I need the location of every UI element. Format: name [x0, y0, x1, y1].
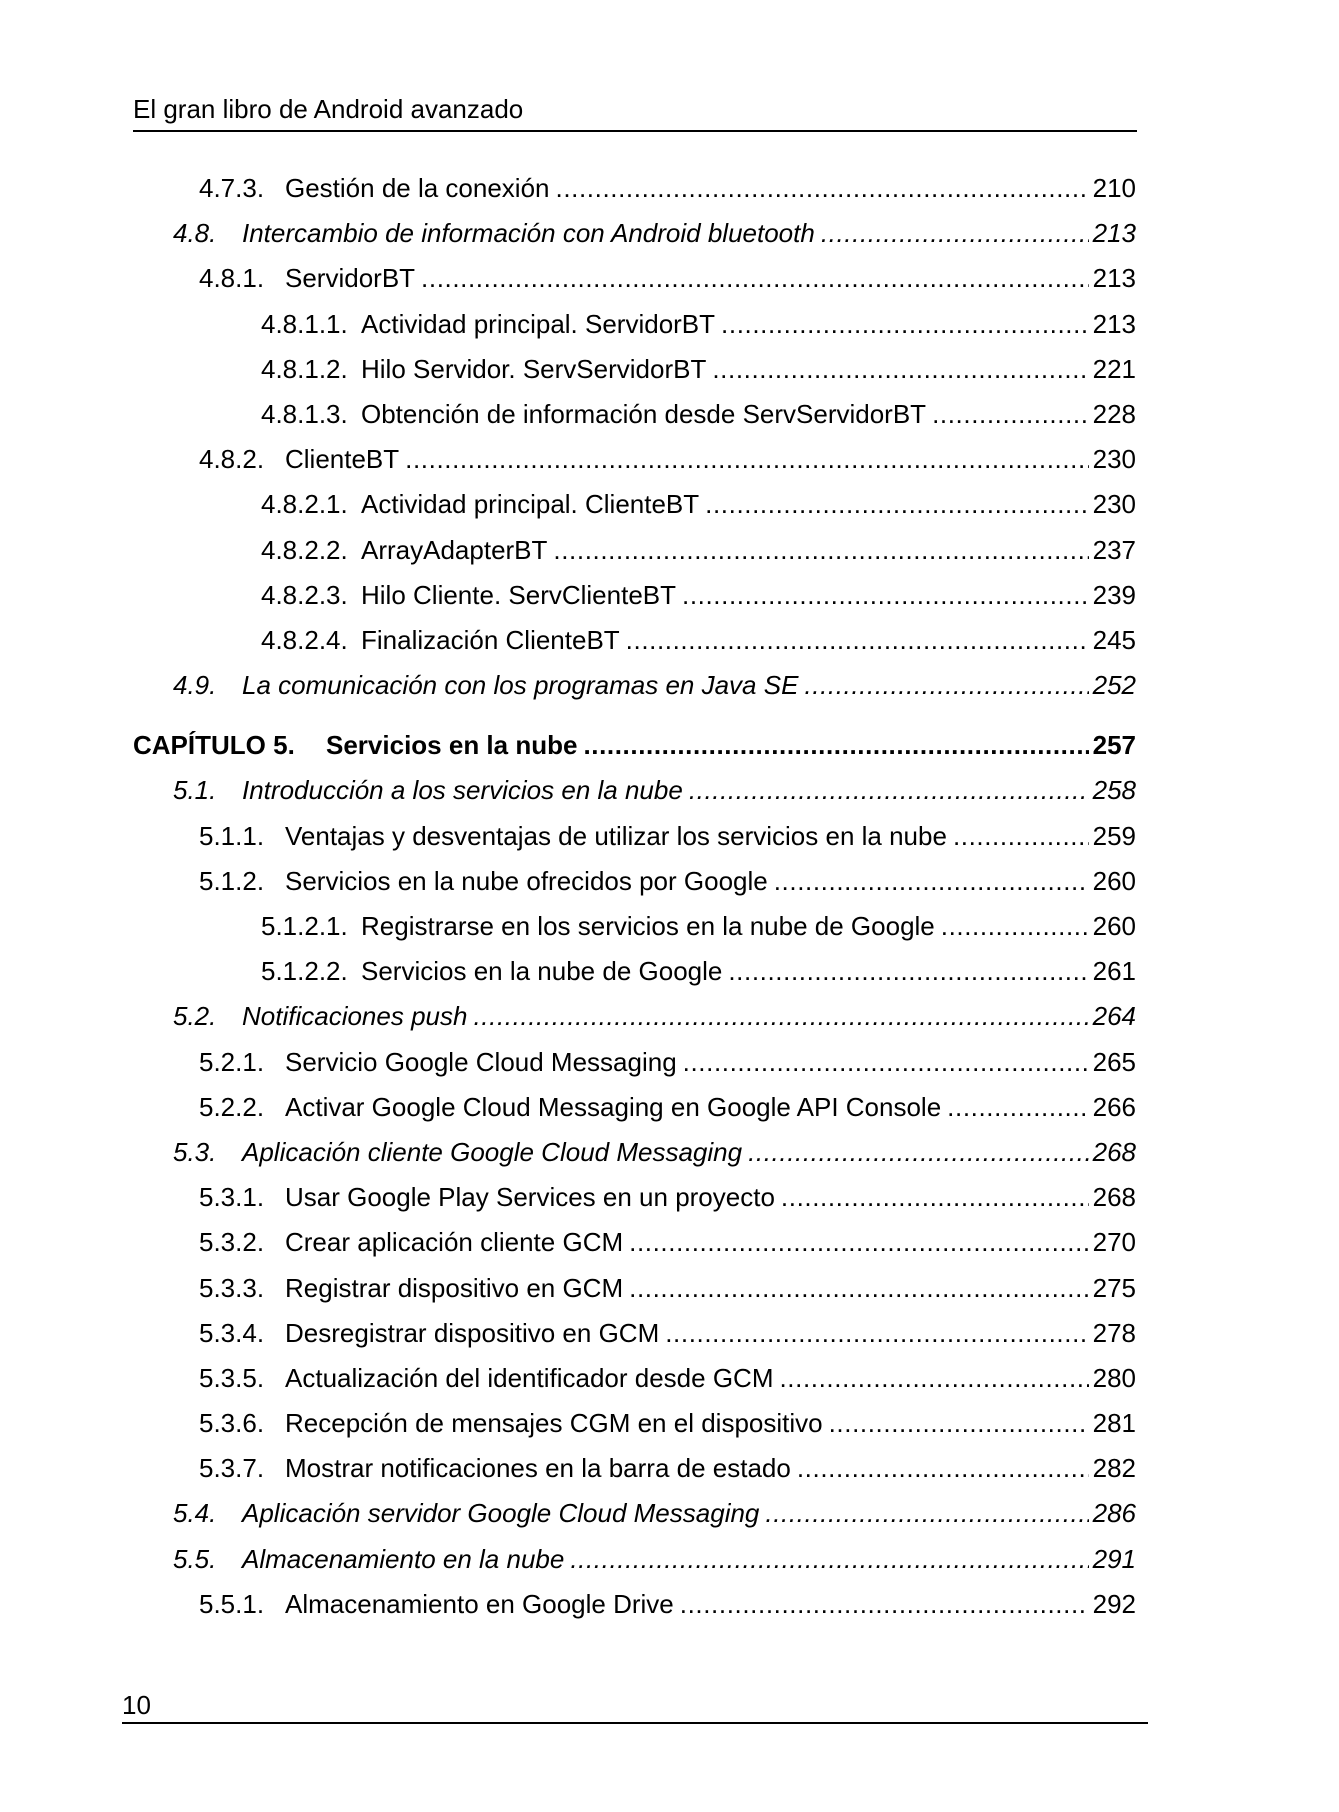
dot-leader — [683, 1040, 1089, 1085]
toc-entry-title: Finalización ClienteBT — [361, 624, 620, 655]
toc-entry — [133, 949, 1136, 994]
toc-entry-page: 257 — [1092, 730, 1136, 761]
toc-entry — [133, 256, 1136, 301]
toc-entry-number: 4.8.2.3. — [261, 579, 348, 610]
toc-entry-title: Ventajas y desventajas de utilizar los servicios en la nube — [285, 820, 947, 851]
dot-leader — [421, 256, 1089, 301]
toc-entry-number: 4.8.2. — [199, 444, 265, 475]
dot-leader — [665, 1311, 1088, 1356]
toc-entry — [133, 814, 1136, 859]
toc-entry-title: Obtención de información desde ServServidorBT — [361, 398, 927, 429]
toc-entry-page: 230 — [1092, 489, 1136, 520]
toc-entry-title: ClienteBT — [285, 444, 400, 475]
toc-entry-page: 265 — [1092, 1046, 1136, 1077]
toc-entry-title: Almacenamiento en la nube — [242, 1543, 565, 1574]
dot-leader — [405, 437, 1088, 482]
toc-entry-number: 5.3.2. — [199, 1227, 265, 1258]
toc-entry — [133, 1175, 1136, 1220]
toc-entry-title: Actividad principal. ClienteBT — [361, 489, 700, 520]
dot-leader — [629, 1266, 1088, 1311]
toc-entry-page: 286 — [1092, 1498, 1136, 1529]
toc-entry-page: 230 — [1092, 444, 1136, 475]
toc-entry-page: 268 — [1092, 1136, 1136, 1167]
toc-entry-title: Introducción a los servicios en la nube — [242, 775, 683, 806]
toc-entry-title: Usar Google Play Services en un proyecto — [285, 1182, 775, 1213]
toc-entry-title: Almacenamiento en Google Drive — [285, 1588, 674, 1619]
toc-entry-page: 266 — [1092, 1091, 1136, 1122]
toc-entry-number: 4.9. — [173, 670, 217, 701]
toc-entry-page: 228 — [1092, 398, 1136, 429]
dot-leader — [779, 1356, 1088, 1401]
toc-entry-number: 5.1.2. — [199, 865, 265, 896]
toc-entry-page: 252 — [1092, 670, 1136, 701]
toc-entry-number: 5.1. — [173, 775, 217, 806]
toc-entry-number: 5.1.1. — [199, 820, 265, 851]
toc-entry-title: Servicios en la nube de Google — [361, 956, 723, 987]
toc-entry — [133, 528, 1136, 573]
dot-leader — [583, 723, 1088, 768]
toc-entry-page: 245 — [1092, 624, 1136, 655]
toc-entry-title: Mostrar notificaciones en la barra de estado — [285, 1453, 791, 1484]
toc-entry-title: Intercambio de información con Android bluetooth — [242, 218, 815, 249]
toc-entry — [133, 166, 1136, 211]
toc-entry-number: 5.3.4. — [199, 1317, 265, 1348]
dot-leader — [626, 618, 1089, 663]
toc-entry-title: Crear aplicación cliente GCM — [285, 1227, 624, 1258]
toc-entry-page: 282 — [1092, 1453, 1136, 1484]
dot-leader — [748, 1130, 1089, 1175]
toc-entry-number: 5.2.2. — [199, 1091, 265, 1122]
dot-leader — [556, 166, 1089, 211]
toc-entry-page: 221 — [1092, 353, 1136, 384]
toc-entry-title: Notificaciones push — [242, 1001, 468, 1032]
toc-entry-title: ServidorBT — [285, 263, 416, 294]
toc-entry-title: Actividad principal. ServidorBT — [361, 308, 716, 339]
toc-entry-number: 4.8.2.4. — [261, 624, 348, 655]
toc-entry — [133, 1085, 1136, 1130]
toc-entry-title: Hilo Cliente. ServClienteBT — [361, 579, 677, 610]
toc-entry-page: 260 — [1092, 911, 1136, 941]
toc-entry — [133, 347, 1136, 392]
toc-entry-number: 4.8.1. — [199, 263, 265, 294]
footer-rule — [122, 1722, 1148, 1724]
toc-entry — [133, 1220, 1136, 1265]
toc-entry — [133, 302, 1136, 347]
toc-entry — [133, 392, 1136, 437]
dot-leader — [829, 1401, 1089, 1446]
toc-entry — [133, 1356, 1136, 1401]
dot-leader — [682, 573, 1089, 618]
toc-entry-title: Servicio Google Cloud Messaging — [285, 1046, 677, 1077]
toc-entry — [133, 1537, 1136, 1582]
toc-entry-page: 280 — [1092, 1362, 1136, 1393]
running-header — [133, 94, 1137, 132]
toc-entry-number: 5.2. — [173, 1001, 217, 1032]
toc-entry — [133, 618, 1136, 663]
toc-entry-title: Aplicación servidor Google Cloud Messaging — [242, 1498, 760, 1529]
toc-entry — [133, 1130, 1136, 1175]
toc-entry-number: CAPÍTULO 5. — [133, 730, 295, 761]
toc-entry-page: 213 — [1092, 218, 1136, 249]
toc-entry-page: 237 — [1092, 534, 1136, 565]
toc-entry — [133, 1401, 1136, 1446]
toc-entry — [133, 768, 1136, 813]
toc-entry — [133, 211, 1136, 256]
toc-entry — [133, 482, 1136, 527]
toc-entry-title: Desregistrar dispositivo en GCM — [285, 1317, 660, 1348]
dot-leader — [680, 1582, 1089, 1627]
toc-entry-number: 5.3.6. — [199, 1408, 265, 1439]
toc-entry-title: Gestión de la conexión — [285, 173, 550, 203]
dot-leader — [765, 1491, 1088, 1536]
dot-leader — [629, 1220, 1088, 1265]
toc-entry-number: 5.4. — [173, 1498, 217, 1529]
table-of-contents — [133, 166, 1136, 1627]
toc-entry-title: Recepción de mensajes CGM en el dispositivo — [285, 1408, 823, 1439]
toc-entry-number: 4.8.1.2. — [261, 353, 348, 384]
toc-entry-page: 213 — [1092, 308, 1136, 339]
toc-entry-number: 5.3.1. — [199, 1182, 265, 1213]
dot-leader — [712, 347, 1088, 392]
toc-entry-page: 260 — [1092, 865, 1136, 896]
dot-leader — [932, 392, 1089, 437]
dot-leader — [947, 1085, 1088, 1130]
toc-entry-title: Activar Google Cloud Messaging en Google API Console — [285, 1091, 942, 1122]
toc-entry-number: 4.8.2.2. — [261, 534, 348, 565]
toc-entry-number: 4.8.1.1. — [261, 308, 348, 339]
dot-leader — [804, 663, 1088, 708]
dot-leader — [570, 1537, 1088, 1582]
toc-entry-number: 5.5.1. — [199, 1588, 265, 1619]
toc-entry-title: Registrarse en los servicios en la nube de Google — [361, 911, 935, 941]
toc-entry-number: 4.8.2.1. — [261, 489, 348, 520]
toc-entry — [133, 1582, 1136, 1627]
dot-leader — [821, 211, 1089, 256]
toc-entry-number: 5.1.2.2. — [261, 956, 348, 987]
dot-leader — [705, 482, 1088, 527]
toc-entry-number: 4.7.3. — [199, 173, 265, 203]
toc-entry-page: 239 — [1092, 579, 1136, 610]
dot-leader — [953, 814, 1089, 859]
toc-entry-number: 4.8.1.3. — [261, 398, 348, 429]
page-number: 10 — [122, 1690, 151, 1720]
toc-entry-title: Aplicación cliente Google Cloud Messaging — [242, 1136, 743, 1167]
toc-entry-title: Servicios en la nube — [326, 730, 578, 761]
dot-leader — [797, 1446, 1089, 1491]
toc-chapter-entry — [133, 723, 1136, 768]
toc-entry-title: Registrar dispositivo en GCM — [285, 1272, 624, 1303]
toc-entry-page: 264 — [1092, 1001, 1136, 1032]
toc-entry-page: 278 — [1092, 1317, 1136, 1348]
dot-leader — [553, 528, 1088, 573]
toc-entry-title: ArrayAdapterBT — [361, 534, 548, 565]
toc-entry — [133, 1266, 1136, 1311]
toc-entry-page: 275 — [1092, 1272, 1136, 1303]
toc-entry-page: 291 — [1092, 1543, 1136, 1574]
toc-entry-number: 5.3.5. — [199, 1362, 265, 1393]
dot-leader — [728, 949, 1088, 994]
toc-entry-page: 270 — [1092, 1227, 1136, 1258]
dot-leader — [774, 859, 1089, 904]
running-header-title: El gran libro de Android avanzado — [133, 94, 524, 124]
toc-entry — [133, 904, 1136, 949]
toc-entry-number: 4.8. — [173, 218, 217, 249]
toc-entry-title: Actualización del identificador desde GCM — [285, 1362, 774, 1393]
toc-entry — [133, 1446, 1136, 1491]
toc-entry-page: 259 — [1092, 820, 1136, 851]
toc-entry-page: 258 — [1092, 775, 1136, 806]
toc-entry-title: Hilo Servidor. ServServidorBT — [361, 353, 707, 384]
toc-entry — [133, 1311, 1136, 1356]
toc-entry — [133, 994, 1136, 1039]
toc-entry-page: 213 — [1092, 263, 1136, 294]
toc-entry-number: 5.2.1. — [199, 1046, 265, 1077]
toc-entry-number: 5.5. — [173, 1543, 217, 1574]
toc-entry — [133, 1040, 1136, 1085]
toc-entry-page: 281 — [1092, 1408, 1136, 1439]
toc-entry — [133, 859, 1136, 904]
dot-leader — [941, 904, 1089, 949]
dot-leader — [781, 1175, 1089, 1220]
dot-leader — [689, 768, 1089, 813]
toc-entry-page: 268 — [1092, 1182, 1136, 1213]
toc-entry-page: 210 — [1092, 173, 1136, 203]
toc-entry — [133, 573, 1136, 618]
toc-entry — [133, 1491, 1136, 1536]
dot-leader — [721, 302, 1089, 347]
toc-entry-number: 5.3. — [173, 1136, 217, 1167]
dot-leader — [473, 994, 1088, 1039]
toc-entry-number: 5.3.3. — [199, 1272, 265, 1303]
toc-entry-title: Servicios en la nube ofrecidos por Google — [285, 865, 768, 896]
toc-entry — [133, 437, 1136, 482]
toc-entry-number: 5.1.2.1. — [261, 911, 348, 941]
toc-entry — [133, 663, 1136, 708]
toc-entry-number: 5.3.7. — [199, 1453, 265, 1484]
toc-entry-title: La comunicación con los programas en Java SE — [242, 670, 799, 701]
toc-entry-page: 292 — [1092, 1588, 1136, 1619]
toc-entry-page: 261 — [1092, 956, 1136, 987]
